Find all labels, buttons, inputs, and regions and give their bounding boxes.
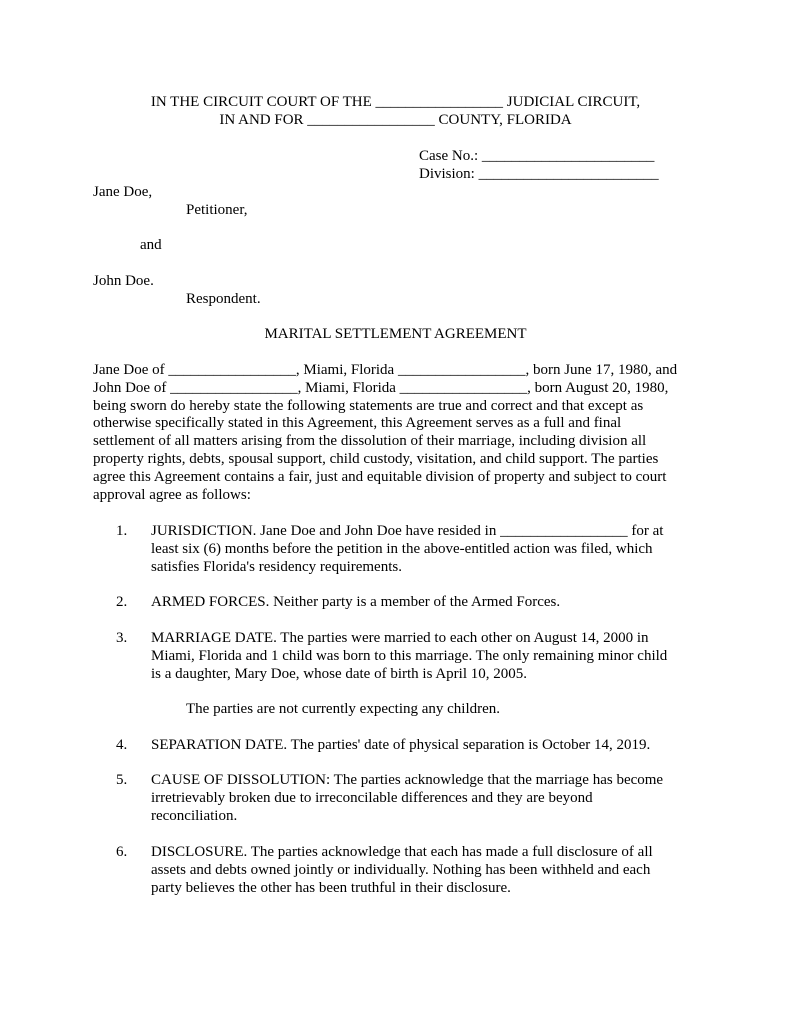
division: Division: ________________________	[419, 166, 659, 182]
item-line: least six (6) months before the petition in the above-entitled action was filed, which	[151, 540, 653, 557]
intro-paragraph	[93, 362, 699, 504]
item-line: SEPARATION DATE. The parties' date of physical separation is October 14, 2019.	[151, 737, 651, 753]
item-line: is a daughter, Mary Doe, whose date of birth is April 10, 2005.	[151, 665, 527, 682]
item-note: The parties are not currently expecting any children.	[186, 701, 501, 717]
petitioner-label: Petitioner,	[186, 202, 248, 218]
court-header-line-2: IN AND FOR _________________ COUNTY, FLORIDA	[219, 112, 572, 128]
item-number: 2.	[116, 594, 128, 610]
and-separator: and	[140, 237, 162, 253]
item-cause-of-dissolution	[151, 772, 711, 825]
court-header-line-1: IN THE CIRCUIT COURT OF THE _________________ JUDICIAL CIRCUIT,	[150, 94, 641, 110]
item-armed-forces	[151, 594, 711, 612]
item-number: 1.	[116, 523, 128, 539]
respondent-name: John Doe.	[93, 273, 154, 289]
item-disclosure	[151, 844, 711, 897]
item-line: JURISDICTION. Jane Doe and John Doe have resided in _________________ for at	[151, 523, 664, 539]
item-line: CAUSE OF DISSOLUTION: The parties acknowledge that the marriage has become	[151, 772, 664, 788]
intro-line: agree this Agreement contains a fair, just and equitable division of property and subject to court	[93, 468, 667, 485]
item-line: MARRIAGE DATE. The parties were married to each other on August 14, 2000 in	[151, 630, 649, 646]
item-number: 6.	[116, 844, 128, 860]
intro-line: Jane Doe of _________________, Miami, Florida _________________, born June 17, 1980, and	[93, 362, 678, 378]
intro-line: otherwise specifically stated in this Agreement, this Agreement serves as a full and final	[93, 415, 622, 432]
item-number: 4.	[116, 737, 128, 753]
intro-line: property rights, debts, spousal support, child custody, visitation, and child support. The parties	[93, 450, 659, 467]
petitioner-name: Jane Doe,	[93, 184, 153, 200]
case-number: Case No.: _______________________	[419, 148, 655, 164]
item-line: reconciliation.	[151, 807, 238, 824]
item-jurisdiction	[151, 523, 711, 576]
intro-line: being sworn do hereby state the following statements are true and correct and that except as	[93, 397, 644, 414]
item-line: ARMED FORCES. Neither party is a member of the Armed Forces.	[151, 594, 561, 610]
intro-line: settlement of all matters arising from the dissolution of their marriage, including division all	[93, 433, 647, 450]
item-line: DISCLOSURE. The parties acknowledge that each has made a full disclosure of all	[151, 844, 653, 860]
respondent-label: Respondent.	[186, 291, 261, 307]
intro-line: approval agree as follows:	[93, 486, 251, 503]
intro-line: John Doe of _________________, Miami, Florida _________________, born August 20, 1980,	[93, 379, 669, 396]
item-line: satisfies Florida's residency requirements.	[151, 558, 402, 575]
item-line: Miami, Florida and 1 child was born to this marriage. The only remaining minor child	[151, 647, 668, 664]
document-title: MARITAL SETTLEMENT AGREEMENT	[264, 326, 527, 342]
item-line: assets and debts owned jointly or individually. Nothing has been withheld and each	[151, 861, 651, 878]
item-number: 5.	[116, 772, 128, 788]
item-line: irretrievably broken due to irreconcilable differences and they are beyond	[151, 789, 593, 806]
item-marriage-date	[151, 630, 711, 683]
item-separation-date	[151, 737, 711, 755]
item-line: party believes the other has been truthful in their disclosure.	[151, 879, 511, 896]
item-number: 3.	[116, 630, 128, 646]
